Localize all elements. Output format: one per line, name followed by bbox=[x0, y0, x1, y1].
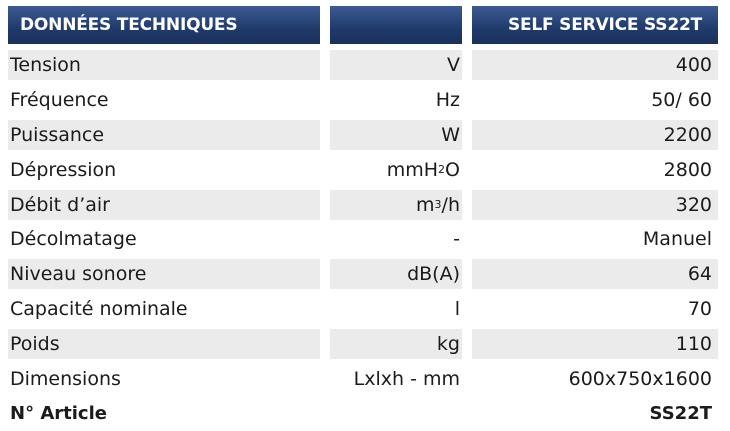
article-label: N° Article bbox=[10, 402, 107, 424]
row-unit: V bbox=[330, 50, 462, 80]
row-unit: dB(A) bbox=[330, 259, 462, 289]
article-number: SS22T bbox=[649, 402, 712, 424]
table-row bbox=[8, 48, 718, 83]
row-value: 50/ 60 bbox=[651, 89, 712, 112]
row-unit: Lxlxh - mm bbox=[353, 367, 460, 390]
table-row bbox=[8, 222, 718, 257]
row-value: 400 bbox=[472, 50, 718, 80]
unit-main: m bbox=[416, 193, 435, 216]
table-row bbox=[8, 152, 718, 187]
row-label: Capacité nominale bbox=[10, 297, 188, 320]
row-value: 320 bbox=[472, 190, 718, 220]
row-label: Niveau sonore bbox=[8, 259, 320, 289]
table-row bbox=[8, 257, 718, 292]
table-row bbox=[8, 118, 718, 153]
article-row bbox=[8, 396, 718, 431]
unit-main: mmH bbox=[386, 158, 439, 181]
row-value: 64 bbox=[472, 259, 718, 289]
row-label: Débit d’air bbox=[8, 190, 320, 220]
row-unit bbox=[330, 155, 462, 185]
row-value: Manuel bbox=[642, 228, 712, 251]
row-label: Tension bbox=[8, 50, 320, 80]
row-unit: W bbox=[330, 120, 462, 150]
table-row bbox=[8, 326, 718, 361]
table-row bbox=[8, 187, 718, 222]
row-unit: kg bbox=[330, 329, 462, 359]
unit-tail: /h bbox=[441, 193, 460, 216]
row-unit: Hz bbox=[435, 89, 460, 112]
header-model: SELF SERVICE SS22T bbox=[472, 6, 718, 44]
row-value: 2800 bbox=[663, 158, 712, 181]
row-label: Dimensions bbox=[10, 367, 121, 390]
row-unit: - bbox=[453, 228, 460, 251]
unit-subscript: 2 bbox=[438, 163, 446, 177]
row-value: 2200 bbox=[472, 120, 718, 150]
row-value: 600x750x1600 bbox=[568, 367, 712, 390]
table-header bbox=[8, 6, 718, 44]
row-unit: l bbox=[454, 297, 460, 320]
row-value: 70 bbox=[687, 297, 712, 320]
unit-tail: O bbox=[445, 158, 460, 181]
row-label: Décolmatage bbox=[10, 228, 137, 251]
row-label: Dépression bbox=[10, 158, 117, 181]
table-row bbox=[8, 361, 718, 396]
row-label: Poids bbox=[8, 329, 320, 359]
table-row bbox=[8, 292, 718, 327]
header-unit-column bbox=[330, 6, 462, 44]
row-value: 110 bbox=[472, 329, 718, 359]
table-row bbox=[8, 83, 718, 118]
row-label: Puissance bbox=[8, 120, 320, 150]
unit-superscript: 3 bbox=[434, 198, 442, 212]
technical-data-table bbox=[8, 6, 718, 431]
row-unit bbox=[330, 190, 462, 220]
header-title: DONNÉES TECHNIQUES bbox=[8, 6, 320, 44]
row-label: Fréquence bbox=[10, 89, 109, 112]
